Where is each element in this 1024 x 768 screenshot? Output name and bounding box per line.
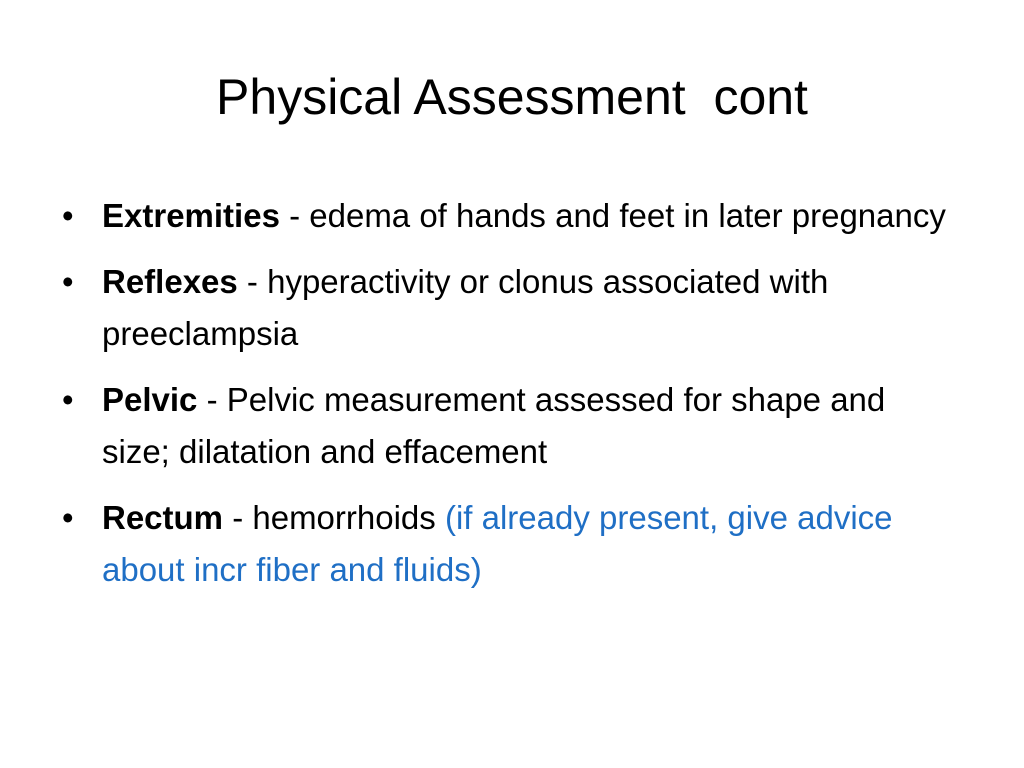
bullet-text: - hemorrhoids bbox=[223, 499, 445, 536]
bullet-reflexes bbox=[62, 256, 962, 360]
bullet-term: Pelvic bbox=[102, 381, 198, 418]
bullet-list bbox=[62, 190, 962, 610]
bullet-term: Extremities bbox=[102, 197, 280, 234]
slide-title: Physical Assessment cont bbox=[216, 69, 808, 125]
bullet-term: Rectum bbox=[102, 499, 224, 536]
bullet-text: - edema of hands and feet in later pregnancy bbox=[279, 197, 946, 234]
bullet-dot-icon: • bbox=[62, 381, 74, 418]
bullet-rectum bbox=[62, 492, 962, 596]
bullet-text: - hyperactivity or clonus associated with preeclampsia bbox=[102, 263, 829, 352]
bullet-extremities bbox=[62, 190, 962, 242]
bullet-dot-icon: • bbox=[62, 197, 74, 234]
bullet-term: Reflexes bbox=[102, 263, 238, 300]
bullet-dot-icon: • bbox=[62, 263, 74, 300]
bullet-note: (if already present, give advice about incr fiber and fluids) bbox=[102, 499, 893, 588]
bullet-pelvic bbox=[62, 374, 962, 478]
bullet-dot-icon: • bbox=[62, 499, 74, 536]
bullet-text: - Pelvic measurement assessed for shape and size; dilatation and effacement bbox=[102, 381, 886, 470]
